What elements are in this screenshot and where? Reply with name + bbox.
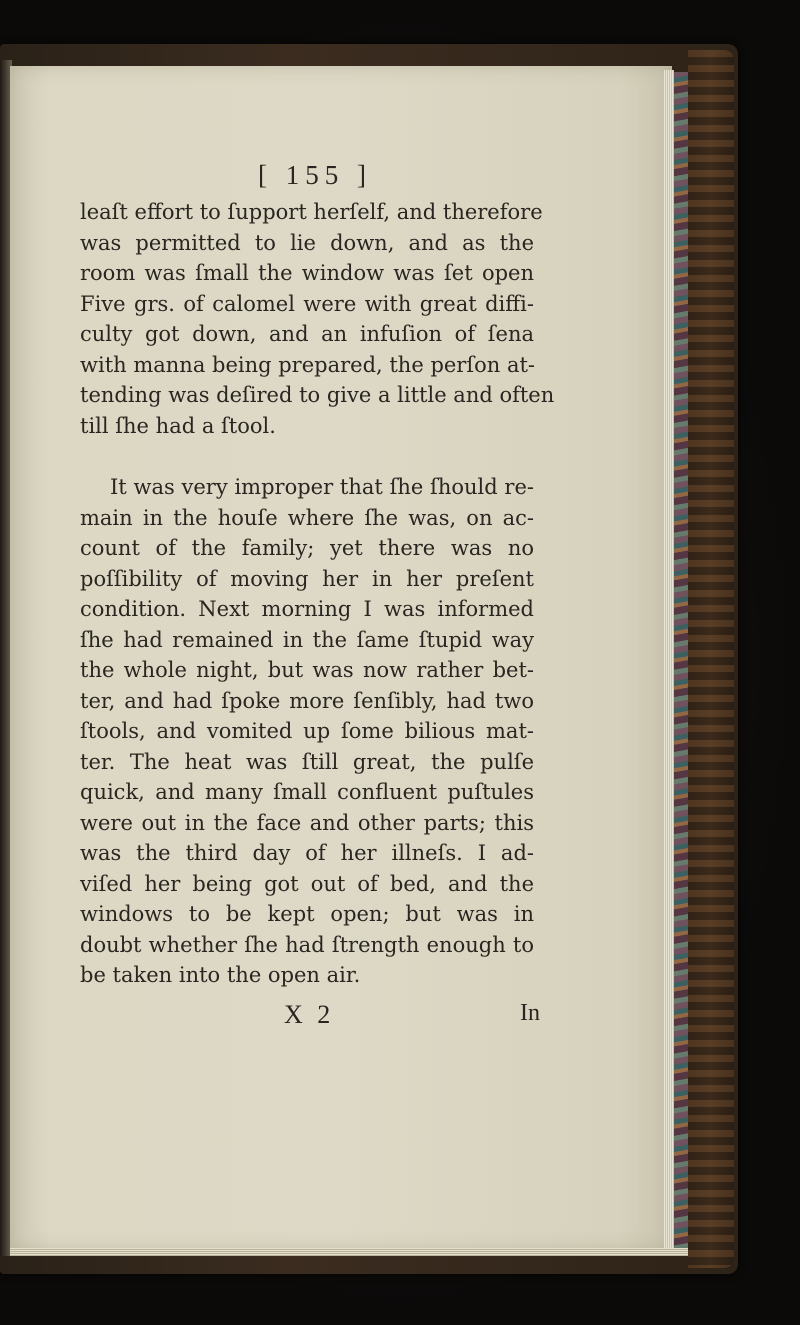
page-fore-edge: [664, 70, 674, 1248]
text-line: windows to be kept open; but was in: [80, 902, 534, 926]
text-line: culty got down, and an infuſion of ſena: [80, 322, 534, 346]
text-line: room was ſmall the window was ſet open: [80, 261, 534, 285]
text-line: doubt whether ſhe had ſtrength enough to: [80, 932, 534, 957]
text-line: condition. Next morning I was informed: [80, 597, 534, 621]
paragraph-2: [80, 472, 534, 991]
text-line: Five grs. of calomel were with great diffi-: [80, 291, 534, 316]
text-line: ſtools, and vomited up ſome bilious mat-: [80, 719, 534, 743]
text-line: ter. The heat was ſtill great, the pulſe: [80, 749, 534, 774]
cover-edge: [688, 50, 734, 1268]
text-line: leaſt effort to ſupport herſelf, and therefore: [80, 200, 543, 224]
text-line: the whole night, but was now rather bet-: [80, 658, 534, 682]
text-line: tending was deſired to give a little and often: [80, 383, 555, 407]
body-text: [80, 160, 555, 991]
text-line: quick, and many ſmall confluent puſtules: [80, 780, 534, 804]
text-line: was the third day of her illneſs. I ad-: [80, 841, 534, 865]
text-line: be taken into the open air.: [80, 963, 361, 987]
text-line: were out in the face and other parts; this: [80, 810, 534, 835]
text-line: count of the family; yet there was no: [80, 536, 534, 560]
page-number: [ 155 ]: [258, 160, 372, 190]
marbled-endpaper: [672, 72, 688, 1252]
signature-mark: X 2: [284, 1000, 335, 1029]
text-line: ſhe had remained in the ſame ſtupid way: [80, 627, 534, 652]
text-line: viſed her being got out of bed, and the: [80, 871, 534, 896]
text-line: was permitted to lie down, and as the: [80, 230, 534, 255]
text-line: till ſhe had a ſtool.: [80, 413, 276, 438]
catchword: In: [520, 1000, 540, 1026]
text-line: main in the houſe where ſhe was, on ac-: [80, 505, 534, 530]
page-bottom-edge: [10, 1248, 688, 1256]
text-line: ter, and had ſpoke more ſenſibly, had two: [80, 688, 534, 713]
text-line: poſſibility of moving her in her preſent: [80, 566, 534, 591]
text-line: with manna being prepared, the perſon at-: [80, 352, 536, 377]
paragraph-1: [80, 197, 555, 441]
text-line: It was very improper that ſhe ſhould re-: [110, 475, 534, 499]
